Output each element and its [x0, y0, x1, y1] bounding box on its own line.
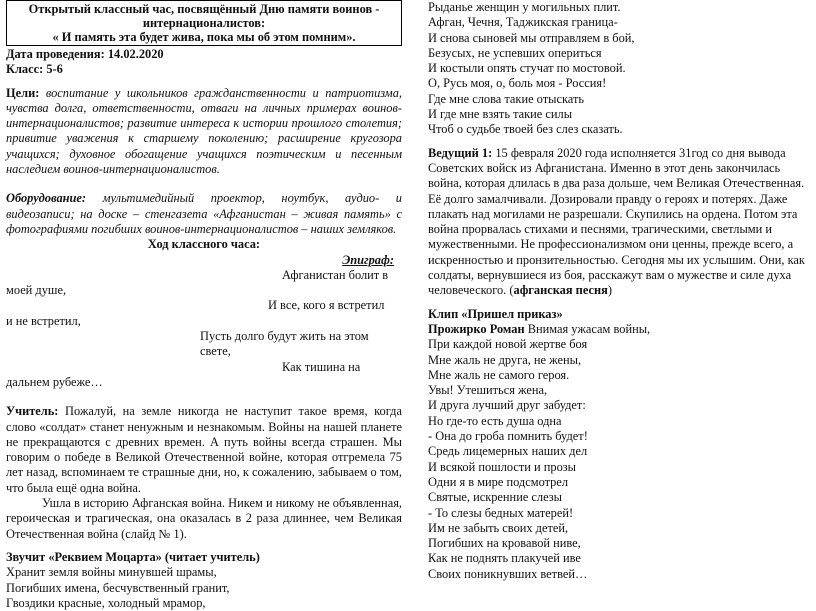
goals-label: Цели: [6, 85, 40, 100]
poem-line: И снова сыновей мы отправляем в бой, [428, 30, 635, 45]
goals-paragraph [6, 86, 402, 178]
reader-line: Святые, искренние слезы [428, 490, 562, 505]
reader-line: И всякой пошлости и прозы [428, 459, 577, 474]
host1-label: Ведущий 1: [428, 145, 493, 160]
epigraph-label: Эпиграф: [342, 252, 394, 267]
equipment-label: Оборудование: [6, 191, 87, 206]
epigraph-line: дальнем рубеже… [6, 374, 103, 389]
epigraph-line: И все, кого я встретил [268, 298, 385, 313]
poem-line: Где мне слова такие отыскать [428, 91, 585, 106]
poem-line: Рыданье женщин у могильных плит. [428, 0, 621, 14]
clip-heading: Клип «Пришел приказ» [428, 306, 563, 321]
poem-line: И где мне взять такие силы [428, 107, 573, 122]
reader-line: И друга лучший друг забудет: [428, 398, 586, 413]
reader-line: Мне жаль не самого героя. [428, 367, 570, 382]
poem-line: О, Русь моя, о, боль моя - Россия! [428, 76, 607, 91]
reader-name: Прожирко Роман [428, 321, 525, 336]
epigraph-line: Пусть долго будут жить на этом свете, [200, 329, 369, 359]
event-date: Дата проведения: 14.02.2020 [6, 47, 164, 61]
reader-line: При каждой новой жертве боя [428, 337, 588, 352]
equipment-text: мультимедийный проектор, ноутбук, аудио- и видеозаписи; на доске – стенгазета «Афганистан – живая память» с фотографиями погибших воинов-интернационалистов – наших земляков. [6, 191, 402, 236]
requiem-line: Погибших имена, бесчувственный гранит, [6, 580, 230, 595]
goals-text: воспитание у школьников гражданственности и патриотизма, чувства долга, ответственности, отваги на личных примерах воинов-интернационалистов; развитие интереса к истории прошлого столетия; привитие уважения к старшему поколению; расширение кругозора учащихся; духовное обогащение учащихся поэтическим и песенным наследием воинов-интернационалистов. [6, 85, 402, 177]
poem-line: Безусых, не успевших опериться [428, 45, 602, 60]
reader-line: Как не поднять плакучей иве [428, 551, 581, 566]
teacher-label: Учитель: [6, 404, 59, 419]
host1-song: афганская песня [513, 283, 608, 298]
reader-line: Увы! Утешиться жена, [428, 383, 548, 398]
right-column [428, 0, 812, 582]
teacher-paragraph [6, 404, 402, 496]
class-level: Класс: 5-6 [6, 62, 63, 77]
reader-line: Своих поникнувших ветвей… [428, 566, 588, 581]
equipment-paragraph [6, 191, 402, 237]
reader-line: Одни я в мире подсмотрел [428, 474, 569, 489]
epigraph-line: и не встретил, [6, 313, 81, 328]
afghan-war-paragraph: Ушла в историю Афганская война. Никем и никому не объявленная, героическая и трагическая, она оказалась в 2 раза длиннее, чем Великая Отечественная война (слайд № 1). [6, 496, 402, 541]
epigraph-line: Как тишина на [282, 359, 361, 374]
reader-line: Средь лицемерных наших дел [428, 444, 588, 459]
host1-paragraph [428, 146, 812, 299]
reader-line: - Она до гроба помнить будет! [428, 429, 588, 444]
teacher-text: Пожалуй, на земле никогда не наступит такое время, когда слово «солдат» станет ненужным и незнакомым. Войны на нашей планете не прекращаются с древних времен. А путь войны всегда страшен. Мы говорим о победе в Великой Отечественной войне, которая отгремела 75 лет назад, вспоминаем те страшные дни, но, к сожалению, забываем о том, что была ещё одна война. [6, 404, 402, 495]
requiem-line: Гвоздики красные, холодный мрамор, [6, 595, 206, 610]
course-heading: Ход классного часа: [147, 237, 261, 252]
title-box [6, 0, 402, 46]
epigraph-line: моей душе, [6, 283, 67, 298]
reader-line: Погибших на кровавой ниве, [428, 536, 581, 551]
poem-line: Афган, Чечня, Таджикская граница- [428, 15, 618, 30]
reader-line: Внимая ужасам войны, [527, 321, 651, 336]
left-column [6, 0, 402, 611]
poem-line: Чтоб о судьбе твоей без слез сказать. [428, 122, 623, 137]
reader-line: Им не забыть своих детей, [428, 520, 569, 535]
title-line-1: Открытый классный час, посвящённый Дню памяти воинов - интернационалистов: [28, 2, 380, 30]
poem-line: И костыли опять стучат по мостовой. [428, 61, 626, 76]
reader-line: Мне жаль не друга, не жены, [428, 352, 582, 367]
reader-first-line [428, 322, 812, 337]
epigraph-line: Афганистан болит в [282, 267, 389, 282]
host1-text: 15 февраля 2020 года исполняется 31год со дня вывода Советских войск из Афганистана. Именно в этот день закончилась война, которая длилась в два раза дольше, чем Великая Отечественная. Её долго замалчивали. Дозировали правду о героях и потерях. Даже плакать над могилами не разрешали. Скупились на ордена. Потом эта война прорвалась стихами и песнями, трагическими, светлыми и мужественными. Не профессионализмом они ценны, прежде всего, а искренностью и пронзительностью. Сегодня мы их услышим. Они, как солдаты, вернувшиеся из боя, расскажут вам о мужестве и силе духа человеческого. ( [428, 145, 805, 298]
title-line-2: « И память эта будет жива, пока мы об этом помним». [52, 30, 356, 44]
requiem-heading: Звучит «Реквием Моцарта» (читает учитель) [6, 549, 260, 564]
reader-line: - То слезы бедных матерей! [428, 505, 574, 520]
requiem-line: Хранит земля войны минувшей шрамы, [6, 565, 217, 580]
reader-line: Но где-то есть душа одна [428, 413, 562, 428]
host1-close: ) [607, 283, 612, 298]
